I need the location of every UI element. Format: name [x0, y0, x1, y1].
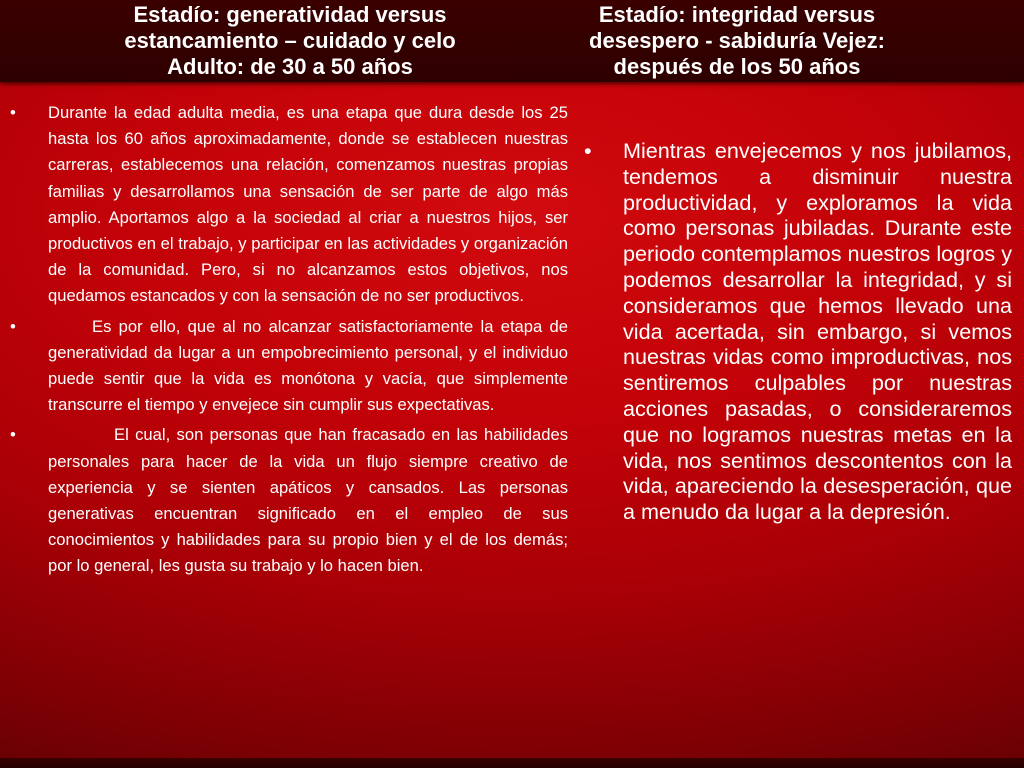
bullet-icon: • — [10, 103, 16, 122]
header-left-line-2: estancamiento – cuidado y celo — [124, 28, 456, 53]
bullet-icon: • — [10, 316, 16, 336]
header-left-title — [30, 2, 550, 80]
left-bullet-text — [48, 314, 568, 419]
left-bullet-text-content: El cual, son personas que han fracasado en las habilidades personales para hacer de la vida un flujo siempre creativo de experiencia y se sienten apáticos y cansados. Las personas generativas encuentran significado en el empleo de sus conocimientos y habilidades para su propio bien y el de los demás; por lo general, les gusta su trabajo y lo hacen bien. — [48, 425, 568, 576]
header-right-line-1: Estadío: integridad versus — [598, 2, 876, 27]
left-column — [0, 100, 568, 584]
bullet-icon: • — [10, 425, 16, 445]
left-bullet-text: Durante la edad adulta media, es una etapa que dura desde los 25 hasta los 60 años aproximadamente, donde se establecen nuestras carreras, establecemos una relación, comenzamos nuestras propias familias y desarrollamos una sensación de ser parte de algo más amplio. Aportamos algo a la sociedad al criar a nuestros hijos, ser productivos en el trabajo, y participar en las actividades y organización de la comunidad. Pero, si no alcanzamos estos objetivos, nos quedamos estancados y con la sensación de no ser productivos. — [48, 103, 568, 306]
bullet-icon: • — [584, 138, 592, 163]
header-right-line-3: después de los 50 años — [613, 54, 861, 79]
header-right-line-2: desespero - sabiduría Vejez: — [589, 28, 885, 53]
right-column — [580, 138, 1012, 525]
left-bullet-item — [0, 100, 568, 310]
left-bullet-text-content: Es por ello, que al no alcanzar satisfactoriamente la etapa de generatividad da lugar a un empobrecimiento personal, y el individuo puede sentir que la vida es monótona y vacía, que simplemente transcurre el tiempo y envejece sin cumplir sus expectativas. — [48, 316, 568, 415]
right-bullet-text: Mientras envejecemos y nos jubilamos, tendemos a disminuir nuestra productividad, y exploramos la vida como personas jubiladas. Durante este periodo contemplamos nuestros logros y podemos desarrollar la integridad, y si consideramos que hemos llevado una vida acertada, sin embargo, si vemos nuestras vidas como improductivas, nos sentiremos culpables por nuestras acciones pasadas, o consideraremos que no logramos nuestras metas en la vida, nos sentimos descontentos con la vida, apareciendo la desesperación, que a menudo da lugar a la depresión. — [623, 138, 1012, 525]
left-bullet-item — [0, 422, 568, 579]
right-bullet-item — [580, 138, 1012, 525]
header-left-line-1: Estadío: generatividad versus — [133, 2, 447, 27]
header-right-title — [512, 2, 962, 80]
left-bullet-item — [0, 314, 568, 419]
bottom-bar — [0, 758, 1024, 768]
header-left-line-3: Adulto: de 30 a 50 años — [167, 54, 413, 79]
left-bullet-text — [48, 422, 568, 579]
header-bar — [0, 0, 1024, 82]
